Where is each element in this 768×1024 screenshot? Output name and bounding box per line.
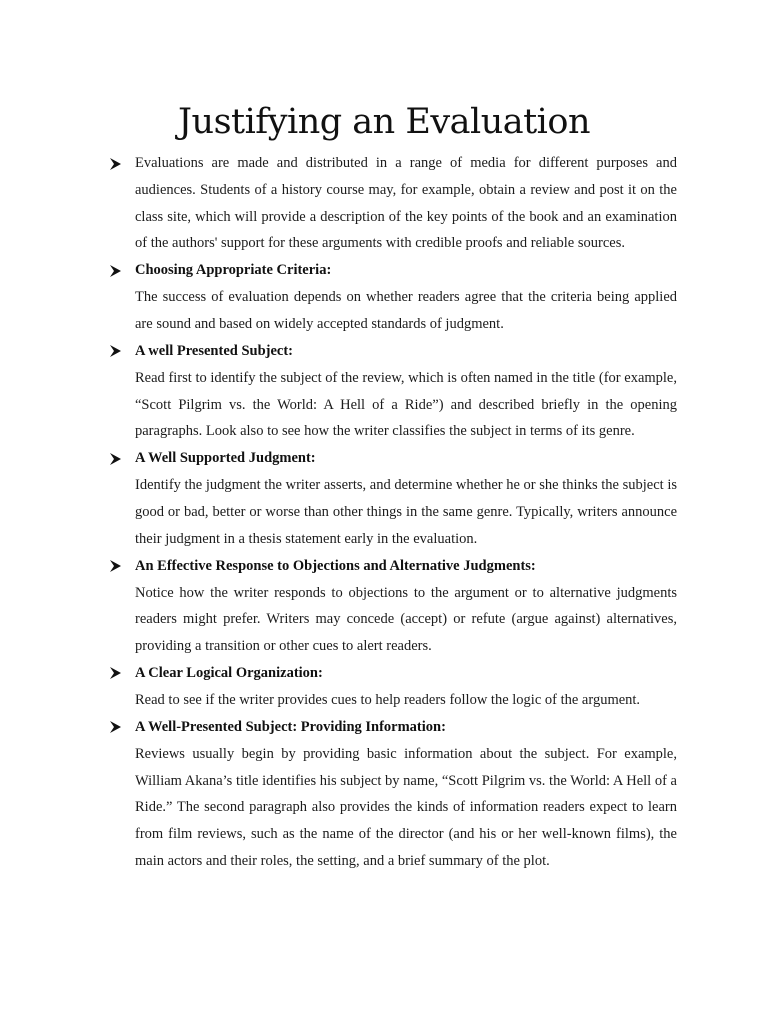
section-heading: A Well Supported Judgment: [135,450,316,467]
section-paragraph: Identify the judgment the writer asserts, and determine whether he or she thinks the subject is good or bad, better or worse than other things in the same genre. Typically, writers announce their judgment in a thesis statement early in the evaluation. [135,477,677,547]
arrowhead-bullet-icon [110,150,124,177]
intro-paragraph: Evaluations are made and distributed in a range of media for different purposes and audiences. Students of a history course may, for example, obtain a review and post it on the class site, which will provide a description of the key points of the book and an examination of the authors' support for these arguments with credible proofs and reliable sources. [135,155,677,252]
section-paragraph: Reviews usually begin by providing basic information about the subject. For example, William Akana’s title identifies his subject by name, “Scott Pilgrim vs. the World: A Hell of a Ride.” The second paragraph also provides the kinds of information readers expect to learn from film reviews, such as the name of the director (and his or her well-known films), the main actors and their roles, the setting, and a brief summary of the plot. [135,745,677,869]
section-paragraph: Notice how the writer responds to objections to the argument or to alternative judgments readers might prefer. Writers may concede (accept) or refute (argue against) alternatives, providing a transition or other cues to alert readers. [135,584,677,655]
section-heading: A well Presented Subject: [135,342,293,359]
section-item [110,257,677,338]
arrowhead-bullet-icon [110,660,124,687]
section-heading: A Clear Logical Organization: [135,664,323,681]
section-heading: Choosing Appropriate Criteria: [135,262,332,279]
document-body [110,150,677,875]
section-heading: A Well-Presented Subject: Providing Information: [135,718,446,735]
arrowhead-bullet-icon [110,553,124,580]
section-heading: An Effective Response to Objections and Alternative Judgments: [135,557,536,574]
section-item [110,553,677,660]
page-title: Justifying an Evaluation [178,102,590,142]
arrowhead-bullet-icon [110,714,124,741]
section-item [110,660,677,714]
intro-item [110,150,677,257]
arrowhead-bullet-icon [110,257,124,284]
arrowhead-bullet-icon [110,445,124,472]
section-paragraph: The success of evaluation depends on whether readers agree that the criteria being applied are sound and based on widely accepted standards of judgment. [135,289,677,332]
section-item [110,445,677,552]
section-item [110,714,677,875]
arrowhead-bullet-icon [110,338,124,365]
section-paragraph: Read to see if the writer provides cues to help readers follow the logic of the argument. [135,691,641,708]
section-item [110,338,677,445]
section-paragraph: Read first to identify the subject of the review, which is often named in the title (for example, “Scott Pilgrim vs. the World: A Hell of a Ride”) and described briefly in the opening paragraphs. Look also to see how the writer classifies the subject in terms of its genre. [135,369,677,440]
